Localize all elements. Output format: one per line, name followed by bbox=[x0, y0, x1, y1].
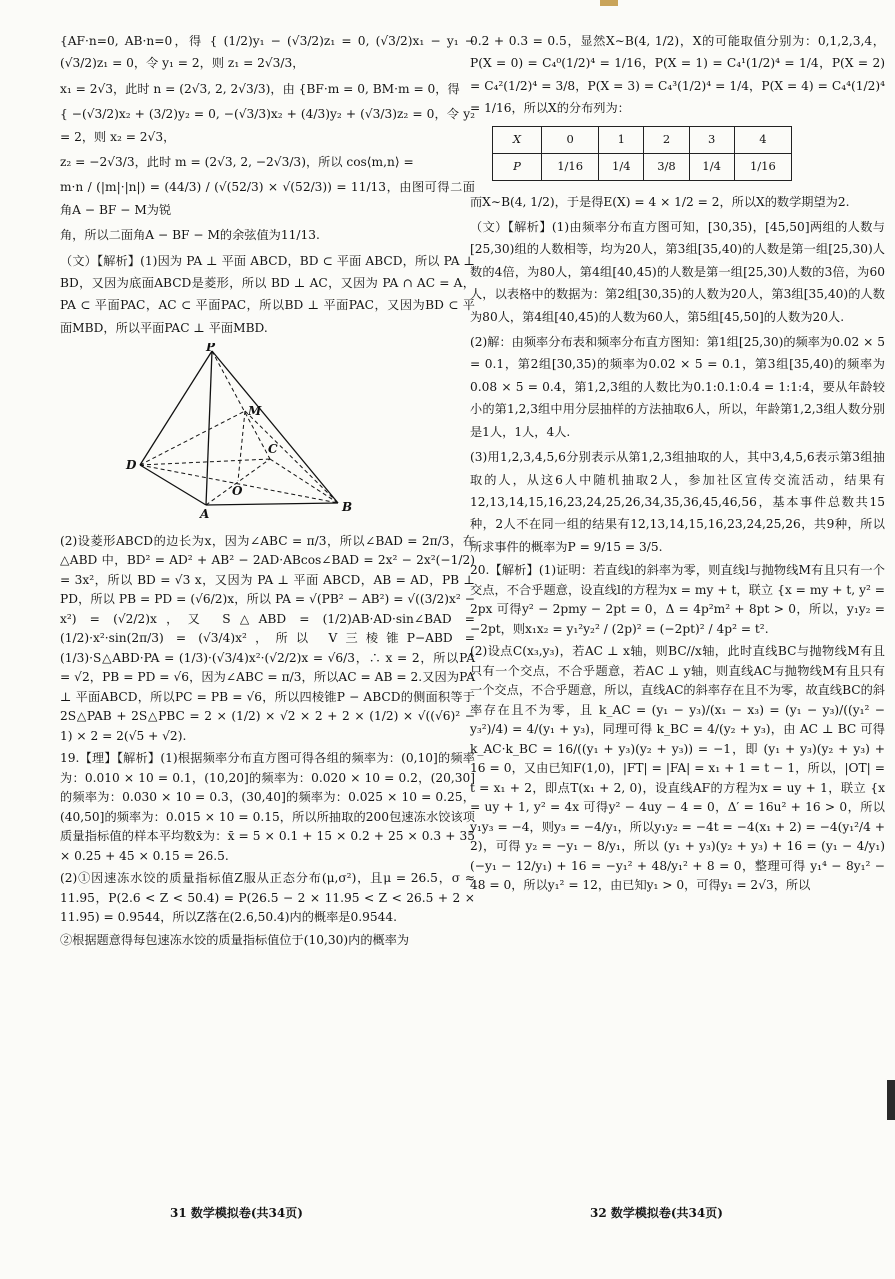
segment-MB bbox=[245, 411, 338, 503]
left-paragraph-8: (2)设菱形ABCD的边长为x，因为∠ABC = π/3，所以∠BAD = 2π/3，在 △ABD 中，BD² = AD² + AB² − 2AD·ABcos∠BAD = 2x² − 2x²(−1/2) = 3x²，所以 BD = √3 x，又因为 PA ⊥ 平面 ABCD，AB = AD，PB ⊥ PD，所以 PB = PD = (√6/2)x，所以 PA = √(PB² − AB²) = √((3/2)x² − x²) = (√2/2)x，又 S△ABD = (1/2)AB·AD·sin∠BAD = (1/2)·x²·sin(2π/3) = (√3/4)x²，所以 V三棱锥P−ABD = (1/3)·S△ABD·PA = (1/3)·(√3/4)x²·(√2/2)x = √6/3，∴ x = 2，所以PA = √2，PB = PD = √6，因为∠ABC = π/3，所以AC = AB = 2.又因为PA ⊥ 平面ABCD，所以PC = PB = √6，所以四棱锥P − ABCD的侧面积等于2S△PAB + 2S△PBC = 2 × (1/2) × √2 × 2 + 2 × (1/2) × √((√6)² − 1) × 2 = 2(√5 + √2). bbox=[60, 533, 475, 743]
top-edge-mark bbox=[600, 0, 618, 6]
right-column bbox=[470, 30, 885, 899]
table-cell: 1/16 bbox=[542, 153, 599, 180]
right-edge-mark bbox=[887, 1080, 895, 1120]
table-head-x: X bbox=[493, 126, 542, 153]
label-M: M bbox=[248, 404, 262, 419]
table-head-p: P bbox=[493, 153, 542, 180]
pyramid-figure bbox=[120, 343, 475, 525]
table-row-x bbox=[493, 126, 792, 153]
label-B: B bbox=[342, 500, 353, 515]
label-A: A bbox=[200, 507, 210, 519]
distribution-table bbox=[492, 126, 792, 181]
footer-right-page-number: 32 数学模拟卷(共34页) bbox=[590, 1206, 723, 1220]
label-O: O bbox=[232, 484, 243, 499]
table-cell: 3/8 bbox=[644, 153, 689, 180]
table-cell: 1/4 bbox=[599, 153, 644, 180]
edge-DC bbox=[140, 459, 270, 465]
diagonal-AC bbox=[206, 459, 270, 505]
right-paragraph-7: (2)设点C(x₃,y₃)，若AC ⊥ x轴，则BC//x轴，此时直线BC与抛物线M有且只有一个交点，不合乎题意，若AC ⊥ y轴，则直线AC与抛物线M有且只有一个交点，不合乎题意，所以，直线AC的斜率存在且不为零，故直线BC的斜率存在且不为零，且 k_AC = (y₁ − y₃)/(x₁ − x₃) = (y₁ − y₃)/((y₁² − y₃²)/4) = 4/(y₁ + y₃)，同理可得 k_BC = 4/(y₂ + y₃)，由 AC ⊥ BC 可得 k_AC·k_BC = 16/((y₁ + y₃)(y₂ + y₃)) = −1，即 (y₁ + y₃)(y₂ + y₃) + 16 = 0，又由已知F(1,0)，|FT| = |FA| = x₁ + 1 = t − 1，所以，|OT| = t = x₁ + 2，即点T(x₁ + 2, 0)，设直线AF的方程为x = uy + 1，联立 {x = uy + 1, y² = 4x 可得y² − 4uy − 4 = 0，Δ′ = 16u² + 16 > 0，所以y₁y₃ = −4，则y₃ = −4/y₁，所以y₁y₂ = −4t = −4(x₁ + 2) = −4(y₁²/4 + 2)，可得 y₂ = −y₁ − 8/y₁，所以 (y₁ + y₃)(y₂ + y₃) + 16 = (y₁ − 4/y₁)(−y₁ − 12/y₁) + 16 = −y₁² + 48/y₁² + 8 = 0，整理可得 y₁⁴ − 8y₁² − 48 = 0，所以y₁² = 12，由已知y₁ > 0，可得y₁ = 2√3，所以 bbox=[470, 644, 885, 893]
right-paragraph-6: 20.【解析】(1)证明：若直线l的斜率为零，则直线l与抛物线M有且只有一个交点，不合乎题意，设直线l的方程为x = my + t，联立 {x = my + t, y² = 2px 可得y² − 2pmy − 2pt = 0，Δ = 4p²m² + 8pt > 0，所以，y₁y₂ = −2pt，则x₁x₂ = y₁²y₂² / (2p)² = (−2pt)² / 4p² = t². bbox=[470, 563, 885, 636]
edge-CB bbox=[270, 459, 338, 503]
left-paragraph-10: (2)①因速冻水饺的质量指标值Z服从正态分布(μ,σ²)，且μ = 26.5，σ ≈ 11.95，P(2.6 < Z < 50.4) = P(26.5 − 2 × 11.95 < Z < 26.5 + 2 × 11.95) = 0.9544，所以Z落在(2.6,50.4)内的概率是0.9544. bbox=[60, 871, 475, 925]
edge-AB bbox=[206, 503, 338, 505]
segment-MO bbox=[238, 411, 245, 481]
label-P: P bbox=[206, 343, 216, 355]
segment-DM bbox=[140, 411, 245, 465]
edge-DA bbox=[140, 465, 206, 505]
left-paragraph-1: {AF·n=0, AB·n=0，得 { (1/2)y₁ − (√3/2)z₁ = 0, (√3/2)x₁ − y₁ − (√3/2)z₁ = 0，令 y₁ = 2，则 z₁ = 2√3/3， bbox=[60, 34, 475, 71]
left-paragraph-2: x₁ = 2√3，此时 n = (2√3, 2, 2√3/3)，由 {BF·m = 0, BM·m = 0，得 bbox=[60, 81, 460, 96]
left-paragraph-7: （文）【解析】(1)因为 PA ⊥ 平面 ABCD，BD ⊂ 平面 ABCD，所以 PA ⊥ BD，又因为底面ABCD是菱形，所以 BD ⊥ AC，又因为 PA ∩ AC = A，PA ⊂ 平面PAC，AC ⊂ 平面PAC，所以BD ⊥ 平面PAC，又因为BD ⊂ 平面MBD，所以平面PAC ⊥ 平面MBD. bbox=[60, 253, 475, 335]
left-paragraph-11: ②根据题意得每包速冻水饺的质量指标值位于(10,30)内的概率为 bbox=[60, 932, 410, 947]
table-cell: 0 bbox=[542, 126, 599, 153]
edge-PB bbox=[212, 351, 338, 503]
distribution-table-wrap bbox=[492, 126, 885, 181]
left-paragraph-6: 角，所以二面角A − BF − M的余弦值为11/13. bbox=[60, 228, 320, 243]
pyramid-diagram bbox=[120, 343, 360, 518]
table-cell: 1/4 bbox=[689, 153, 734, 180]
right-paragraph-4: (2)解：由频率分布表和频率分布直方图知：第1组[25,30)的频率为0.02 × 5 = 0.1，第2组[30,35)的频率为0.02 × 5 = 0.1，第3组[35,40)的频率为0.08 × 5 = 0.4，第1,2,3组的人数比为0.1:0.1:0.4 = 1:1:4，要从年龄较小的第1,2,3组中用分层抽样的方法抽取6人，所以，年龄第1,2,3组人数分别是1人，1人，4人. bbox=[470, 335, 885, 439]
left-column bbox=[60, 30, 475, 953]
edge-PD bbox=[140, 351, 212, 465]
footer-left-page-number: 31 数学模拟卷(共34页) bbox=[170, 1206, 303, 1220]
table-cell: 2 bbox=[644, 126, 689, 153]
table-row-p bbox=[493, 153, 792, 180]
right-paragraph-1: 0.2 + 0.3 = 0.5，显然X∼B(4, 1/2)，X的可能取值分别为：0,1,2,3,4，P(X = 0) = C₄⁰(1/2)⁴ = 1/16，P(X = 1) = C₄¹(1/2)⁴ = 1/4，P(X = 2) = C₄²(1/2)⁴ = 3/8，P(X = 3) = C₄³(1/2)⁴ = 1/4，P(X = 4) = C₄⁴(1/2)⁴ = 1/16，所以X的分布列为： bbox=[470, 34, 885, 116]
label-D: D bbox=[126, 458, 137, 473]
right-paragraph-5: (3)用1,2,3,4,5,6分别表示从第1,2,3组抽取的人，其中3,4,5,6表示第3组抽取的人，从这6人中随机抽取2人，参加社区宣传交流活动，结果有12,13,14,15,16,23,24,25,26,34,35,36,45,46,56，基本事件总数共15种，2人不在同一组的结果有12,13,14,15,16,23,24,25,26，共9种，所以所求事件的概率为P = 9/15 = 3/5. bbox=[470, 450, 885, 554]
right-paragraph-3: （文）【解析】(1)由频率分布直方图可知，[30,35)，[45,50]两组的人数与[25,30)组的人数相等，均为20人，第3组[35,40)的人数是第一组[25,30)人数的4倍，为80人，第4组[40,45)的人数是第一组[25,30)人数的3倍，为60人，以表格中的数据为：第2组[30,35)的人数为20人，第3组[35,40)的人数为80人，第4组[40,45)的人数为60人，第5组[45,50]的人数为20人. bbox=[470, 220, 885, 324]
edge-PC bbox=[212, 351, 270, 459]
table-cell: 1 bbox=[599, 126, 644, 153]
left-paragraph-9: 19.【理】【解析】(1)根据频率分布直方图可得各组的频率为：(0,10]的频率为：0.010 × 10 = 0.1，(10,20]的频率为：0.020 × 10 = 0.2，(20,30]的频率为：0.030 × 10 = 0.3，(30,40]的频率为：0.025 × 10 = 0.25，(40,50]的频率为：0.015 × 10 = 0.15，所以所抽取的200包速冻水饺该项质量指标值的样本平均数x̄为：x̄ = 5 × 0.1 + 15 × 0.2 + 25 × 0.3 + 35 × 0.25 + 45 × 0.15 = 26.5. bbox=[60, 751, 475, 863]
table-cell: 1/16 bbox=[734, 153, 791, 180]
left-paragraph-3: { −(√3/2)x₂ + (3/2)y₂ = 0, −(√3/3)x₂ + (4/3)y₂ + (√3/3)z₂ = 0，令 y₂ = 2，则 x₂ = 2√3， bbox=[60, 107, 475, 144]
right-paragraph-2: 而X∼B(4, 1/2)，于是得E(X) = 4 × 1/2 = 2，所以X的数学期望为2. bbox=[470, 194, 850, 209]
table-cell: 3 bbox=[689, 126, 734, 153]
left-paragraph-5: m·n / (|m|·|n|) = (44/3) / (√(52/3) × √(52/3)) = 11/13，由图可得二面角A − BF − M为锐 bbox=[60, 180, 475, 217]
table-cell: 4 bbox=[734, 126, 791, 153]
label-C: C bbox=[268, 442, 278, 457]
left-paragraph-4: z₂ = −2√3/3，此时 m = (2√3, 2, −2√3/3)，所以 cos⟨m,n⟩ = bbox=[60, 155, 414, 170]
